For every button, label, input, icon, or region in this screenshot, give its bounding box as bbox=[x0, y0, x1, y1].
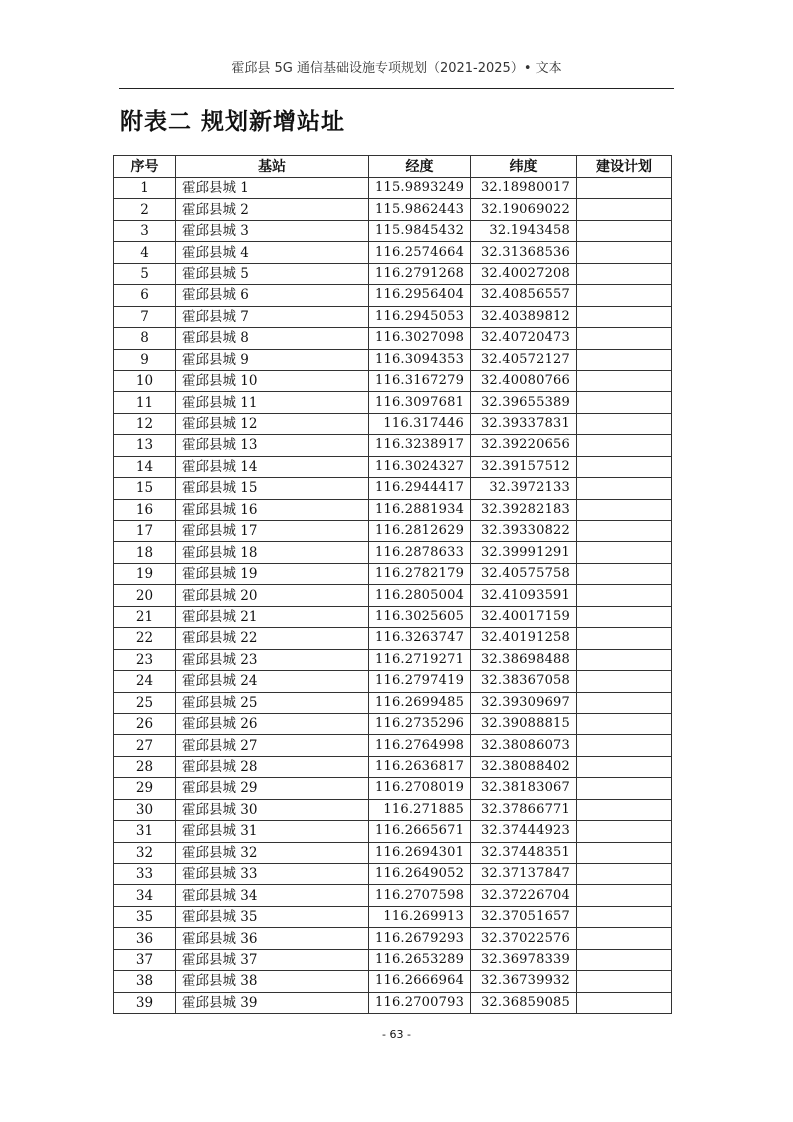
table-row bbox=[114, 885, 672, 906]
page-number: - 63 - bbox=[382, 1028, 411, 1041]
table-row bbox=[114, 220, 672, 241]
cell-latitude: 32.40856557 bbox=[471, 285, 577, 306]
cell-index: 18 bbox=[114, 542, 176, 563]
table-row bbox=[114, 521, 672, 542]
cell-plan bbox=[577, 864, 672, 885]
cell-station: 霍邱县城 29 bbox=[176, 778, 369, 799]
cell-plan bbox=[577, 628, 672, 649]
cell-plan bbox=[577, 842, 672, 863]
cell-index: 2 bbox=[114, 199, 176, 220]
cell-index: 31 bbox=[114, 821, 176, 842]
table-row bbox=[114, 992, 672, 1013]
cell-latitude: 32.40575758 bbox=[471, 563, 577, 584]
header-divider bbox=[119, 88, 674, 89]
table-row bbox=[114, 435, 672, 456]
cell-plan bbox=[577, 692, 672, 713]
cell-plan bbox=[577, 242, 672, 263]
cell-latitude: 32.39337831 bbox=[471, 413, 577, 434]
cell-longitude: 116.2665671 bbox=[369, 821, 471, 842]
cell-station: 霍邱县城 25 bbox=[176, 692, 369, 713]
cell-latitude: 32.36859085 bbox=[471, 992, 577, 1013]
cell-latitude: 32.39991291 bbox=[471, 542, 577, 563]
cell-longitude: 116.2679293 bbox=[369, 928, 471, 949]
cell-index: 27 bbox=[114, 735, 176, 756]
cell-plan bbox=[577, 756, 672, 777]
cell-latitude: 32.31368536 bbox=[471, 242, 577, 263]
cell-longitude: 116.2812629 bbox=[369, 521, 471, 542]
cell-station: 霍邱县城 27 bbox=[176, 735, 369, 756]
cell-plan bbox=[577, 542, 672, 563]
table-row bbox=[114, 478, 672, 499]
cell-plan bbox=[577, 392, 672, 413]
cell-station: 霍邱县城 12 bbox=[176, 413, 369, 434]
station-table bbox=[113, 155, 672, 1014]
page-title: 附表二 规划新增站址 bbox=[120, 109, 346, 135]
cell-longitude: 116.271885 bbox=[369, 799, 471, 820]
cell-longitude: 116.3027098 bbox=[369, 328, 471, 349]
cell-longitude: 116.2878633 bbox=[369, 542, 471, 563]
cell-plan bbox=[577, 971, 672, 992]
cell-index: 22 bbox=[114, 628, 176, 649]
cell-plan bbox=[577, 456, 672, 477]
cell-plan bbox=[577, 220, 672, 241]
cell-station: 霍邱县城 26 bbox=[176, 713, 369, 734]
table-row bbox=[114, 799, 672, 820]
cell-plan bbox=[577, 885, 672, 906]
cell-latitude: 32.39655389 bbox=[471, 392, 577, 413]
cell-plan bbox=[577, 285, 672, 306]
cell-latitude: 32.40080766 bbox=[471, 370, 577, 391]
cell-longitude: 116.2700793 bbox=[369, 992, 471, 1013]
cell-plan bbox=[577, 478, 672, 499]
table-row bbox=[114, 971, 672, 992]
cell-index: 29 bbox=[114, 778, 176, 799]
cell-longitude: 116.2764998 bbox=[369, 735, 471, 756]
table-row bbox=[114, 928, 672, 949]
cell-longitude: 116.2735296 bbox=[369, 713, 471, 734]
cell-index: 9 bbox=[114, 349, 176, 370]
cell-plan bbox=[577, 370, 672, 391]
table-row bbox=[114, 285, 672, 306]
cell-longitude: 116.2699485 bbox=[369, 692, 471, 713]
table-row bbox=[114, 735, 672, 756]
cell-plan bbox=[577, 263, 672, 284]
cell-plan bbox=[577, 178, 672, 199]
cell-index: 10 bbox=[114, 370, 176, 391]
cell-station: 霍邱县城 16 bbox=[176, 499, 369, 520]
cell-longitude: 116.2666964 bbox=[369, 971, 471, 992]
cell-index: 19 bbox=[114, 563, 176, 584]
cell-station: 霍邱县城 14 bbox=[176, 456, 369, 477]
cell-station: 霍邱县城 18 bbox=[176, 542, 369, 563]
cell-latitude: 32.39088815 bbox=[471, 713, 577, 734]
cell-longitude: 116.2653289 bbox=[369, 949, 471, 970]
cell-station: 霍邱县城 7 bbox=[176, 306, 369, 327]
cell-latitude: 32.41093591 bbox=[471, 585, 577, 606]
cell-station: 霍邱县城 37 bbox=[176, 949, 369, 970]
cell-latitude: 32.19069022 bbox=[471, 199, 577, 220]
cell-station: 霍邱县城 32 bbox=[176, 842, 369, 863]
column-header-latitude: 纬度 bbox=[471, 156, 577, 178]
cell-station: 霍邱县城 13 bbox=[176, 435, 369, 456]
cell-station: 霍邱县城 39 bbox=[176, 992, 369, 1013]
cell-index: 24 bbox=[114, 671, 176, 692]
table-row bbox=[114, 606, 672, 627]
table-row bbox=[114, 456, 672, 477]
cell-plan bbox=[577, 735, 672, 756]
cell-latitude: 32.40720473 bbox=[471, 328, 577, 349]
cell-longitude: 116.3094353 bbox=[369, 349, 471, 370]
cell-index: 20 bbox=[114, 585, 176, 606]
cell-longitude: 116.3238917 bbox=[369, 435, 471, 456]
cell-station: 霍邱县城 1 bbox=[176, 178, 369, 199]
cell-latitude: 32.40572127 bbox=[471, 349, 577, 370]
table-row bbox=[114, 542, 672, 563]
cell-latitude: 32.39220656 bbox=[471, 435, 577, 456]
cell-index: 12 bbox=[114, 413, 176, 434]
cell-longitude: 116.2574664 bbox=[369, 242, 471, 263]
cell-longitude: 116.3025605 bbox=[369, 606, 471, 627]
cell-index: 32 bbox=[114, 842, 176, 863]
cell-index: 4 bbox=[114, 242, 176, 263]
cell-latitude: 32.1943458 bbox=[471, 220, 577, 241]
cell-longitude: 116.2719271 bbox=[369, 649, 471, 670]
cell-index: 26 bbox=[114, 713, 176, 734]
cell-plan bbox=[577, 713, 672, 734]
cell-latitude: 32.18980017 bbox=[471, 178, 577, 199]
cell-plan bbox=[577, 521, 672, 542]
cell-plan bbox=[577, 413, 672, 434]
cell-longitude: 115.9845432 bbox=[369, 220, 471, 241]
table-row bbox=[114, 906, 672, 927]
table-row bbox=[114, 563, 672, 584]
cell-plan bbox=[577, 306, 672, 327]
cell-station: 霍邱县城 6 bbox=[176, 285, 369, 306]
cell-latitude: 32.37866771 bbox=[471, 799, 577, 820]
cell-station: 霍邱县城 17 bbox=[176, 521, 369, 542]
cell-station: 霍邱县城 5 bbox=[176, 263, 369, 284]
cell-station: 霍邱县城 24 bbox=[176, 671, 369, 692]
cell-station: 霍邱县城 33 bbox=[176, 864, 369, 885]
cell-index: 36 bbox=[114, 928, 176, 949]
table-row bbox=[114, 263, 672, 284]
cell-latitude: 32.38183067 bbox=[471, 778, 577, 799]
cell-latitude: 32.37448351 bbox=[471, 842, 577, 863]
cell-longitude: 116.2649052 bbox=[369, 864, 471, 885]
cell-plan bbox=[577, 949, 672, 970]
cell-plan bbox=[577, 992, 672, 1013]
cell-latitude: 32.40017159 bbox=[471, 606, 577, 627]
cell-longitude: 116.2636817 bbox=[369, 756, 471, 777]
cell-station: 霍邱县城 2 bbox=[176, 199, 369, 220]
cell-station: 霍邱县城 10 bbox=[176, 370, 369, 391]
cell-longitude: 116.2708019 bbox=[369, 778, 471, 799]
cell-station: 霍邱县城 31 bbox=[176, 821, 369, 842]
cell-longitude: 116.2797419 bbox=[369, 671, 471, 692]
column-header-plan: 建设计划 bbox=[577, 156, 672, 178]
cell-plan bbox=[577, 928, 672, 949]
table-row bbox=[114, 821, 672, 842]
table-row bbox=[114, 413, 672, 434]
cell-index: 16 bbox=[114, 499, 176, 520]
cell-plan bbox=[577, 906, 672, 927]
cell-station: 霍邱县城 11 bbox=[176, 392, 369, 413]
table-row bbox=[114, 392, 672, 413]
table-row bbox=[114, 756, 672, 777]
cell-plan bbox=[577, 585, 672, 606]
cell-index: 1 bbox=[114, 178, 176, 199]
cell-index: 3 bbox=[114, 220, 176, 241]
cell-latitude: 32.37137847 bbox=[471, 864, 577, 885]
table-row bbox=[114, 864, 672, 885]
table-row bbox=[114, 499, 672, 520]
cell-index: 5 bbox=[114, 263, 176, 284]
cell-index: 23 bbox=[114, 649, 176, 670]
cell-latitude: 32.38088402 bbox=[471, 756, 577, 777]
cell-station: 霍邱县城 15 bbox=[176, 478, 369, 499]
cell-plan bbox=[577, 563, 672, 584]
table-row bbox=[114, 585, 672, 606]
cell-latitude: 32.39157512 bbox=[471, 456, 577, 477]
cell-station: 霍邱县城 3 bbox=[176, 220, 369, 241]
cell-plan bbox=[577, 778, 672, 799]
table-row bbox=[114, 370, 672, 391]
cell-station: 霍邱县城 38 bbox=[176, 971, 369, 992]
cell-latitude: 32.37022576 bbox=[471, 928, 577, 949]
cell-index: 37 bbox=[114, 949, 176, 970]
cell-index: 13 bbox=[114, 435, 176, 456]
cell-index: 15 bbox=[114, 478, 176, 499]
cell-latitude: 32.39309697 bbox=[471, 692, 577, 713]
cell-plan bbox=[577, 349, 672, 370]
cell-station: 霍邱县城 21 bbox=[176, 606, 369, 627]
cell-plan bbox=[577, 606, 672, 627]
cell-index: 34 bbox=[114, 885, 176, 906]
cell-latitude: 32.38698488 bbox=[471, 649, 577, 670]
cell-index: 14 bbox=[114, 456, 176, 477]
cell-latitude: 32.36739932 bbox=[471, 971, 577, 992]
table-row bbox=[114, 949, 672, 970]
cell-plan bbox=[577, 199, 672, 220]
cell-station: 霍邱县城 30 bbox=[176, 799, 369, 820]
cell-station: 霍邱县城 23 bbox=[176, 649, 369, 670]
cell-plan bbox=[577, 435, 672, 456]
cell-longitude: 116.2707598 bbox=[369, 885, 471, 906]
cell-longitude: 116.3097681 bbox=[369, 392, 471, 413]
cell-longitude: 116.269913 bbox=[369, 906, 471, 927]
cell-index: 6 bbox=[114, 285, 176, 306]
table-row bbox=[114, 199, 672, 220]
cell-latitude: 32.40191258 bbox=[471, 628, 577, 649]
cell-plan bbox=[577, 821, 672, 842]
table-row bbox=[114, 306, 672, 327]
cell-longitude: 116.2694301 bbox=[369, 842, 471, 863]
cell-index: 21 bbox=[114, 606, 176, 627]
table-row bbox=[114, 671, 672, 692]
cell-latitude: 32.37051657 bbox=[471, 906, 577, 927]
cell-longitude: 115.9862443 bbox=[369, 199, 471, 220]
cell-latitude: 32.3972133 bbox=[471, 478, 577, 499]
cell-index: 33 bbox=[114, 864, 176, 885]
cell-station: 霍邱县城 35 bbox=[176, 906, 369, 927]
table-row bbox=[114, 649, 672, 670]
cell-longitude: 115.9893249 bbox=[369, 178, 471, 199]
cell-station: 霍邱县城 9 bbox=[176, 349, 369, 370]
cell-station: 霍邱县城 20 bbox=[176, 585, 369, 606]
cell-plan bbox=[577, 499, 672, 520]
column-header-longitude: 经度 bbox=[369, 156, 471, 178]
cell-index: 25 bbox=[114, 692, 176, 713]
cell-index: 17 bbox=[114, 521, 176, 542]
cell-latitude: 32.40389812 bbox=[471, 306, 577, 327]
cell-plan bbox=[577, 649, 672, 670]
table-row bbox=[114, 778, 672, 799]
cell-plan bbox=[577, 671, 672, 692]
cell-station: 霍邱县城 4 bbox=[176, 242, 369, 263]
cell-longitude: 116.3024327 bbox=[369, 456, 471, 477]
cell-longitude: 116.2945053 bbox=[369, 306, 471, 327]
cell-longitude: 116.2791268 bbox=[369, 263, 471, 284]
table-row bbox=[114, 349, 672, 370]
cell-longitude: 116.317446 bbox=[369, 413, 471, 434]
cell-index: 30 bbox=[114, 799, 176, 820]
table-body bbox=[114, 178, 672, 1014]
cell-longitude: 116.2944417 bbox=[369, 478, 471, 499]
cell-latitude: 32.37226704 bbox=[471, 885, 577, 906]
cell-longitude: 116.2956404 bbox=[369, 285, 471, 306]
cell-latitude: 32.38367058 bbox=[471, 671, 577, 692]
cell-latitude: 32.40027208 bbox=[471, 263, 577, 284]
cell-index: 39 bbox=[114, 992, 176, 1013]
cell-longitude: 116.3167279 bbox=[369, 370, 471, 391]
cell-latitude: 32.39330822 bbox=[471, 521, 577, 542]
cell-station: 霍邱县城 22 bbox=[176, 628, 369, 649]
cell-station: 霍邱县城 34 bbox=[176, 885, 369, 906]
table-header-row bbox=[114, 156, 672, 178]
column-header-index: 序号 bbox=[114, 156, 176, 178]
cell-latitude: 32.38086073 bbox=[471, 735, 577, 756]
table-row bbox=[114, 842, 672, 863]
cell-station: 霍邱县城 28 bbox=[176, 756, 369, 777]
cell-index: 38 bbox=[114, 971, 176, 992]
cell-index: 35 bbox=[114, 906, 176, 927]
table-row bbox=[114, 178, 672, 199]
table-row bbox=[114, 242, 672, 263]
cell-latitude: 32.37444923 bbox=[471, 821, 577, 842]
cell-station: 霍邱县城 36 bbox=[176, 928, 369, 949]
cell-longitude: 116.3263747 bbox=[369, 628, 471, 649]
table-row bbox=[114, 713, 672, 734]
table-row bbox=[114, 328, 672, 349]
cell-index: 7 bbox=[114, 306, 176, 327]
cell-index: 11 bbox=[114, 392, 176, 413]
cell-longitude: 116.2782179 bbox=[369, 563, 471, 584]
cell-index: 28 bbox=[114, 756, 176, 777]
cell-longitude: 116.2881934 bbox=[369, 499, 471, 520]
table-row bbox=[114, 692, 672, 713]
cell-latitude: 32.36978339 bbox=[471, 949, 577, 970]
cell-index: 8 bbox=[114, 328, 176, 349]
cell-station: 霍邱县城 8 bbox=[176, 328, 369, 349]
column-header-station: 基站 bbox=[176, 156, 369, 178]
table-row bbox=[114, 628, 672, 649]
cell-latitude: 32.39282183 bbox=[471, 499, 577, 520]
cell-plan bbox=[577, 328, 672, 349]
cell-longitude: 116.2805004 bbox=[369, 585, 471, 606]
running-header: 霍邱县 5G 通信基础设施专项规划（2021-2025）• 文本 bbox=[231, 61, 562, 76]
cell-station: 霍邱县城 19 bbox=[176, 563, 369, 584]
cell-plan bbox=[577, 799, 672, 820]
